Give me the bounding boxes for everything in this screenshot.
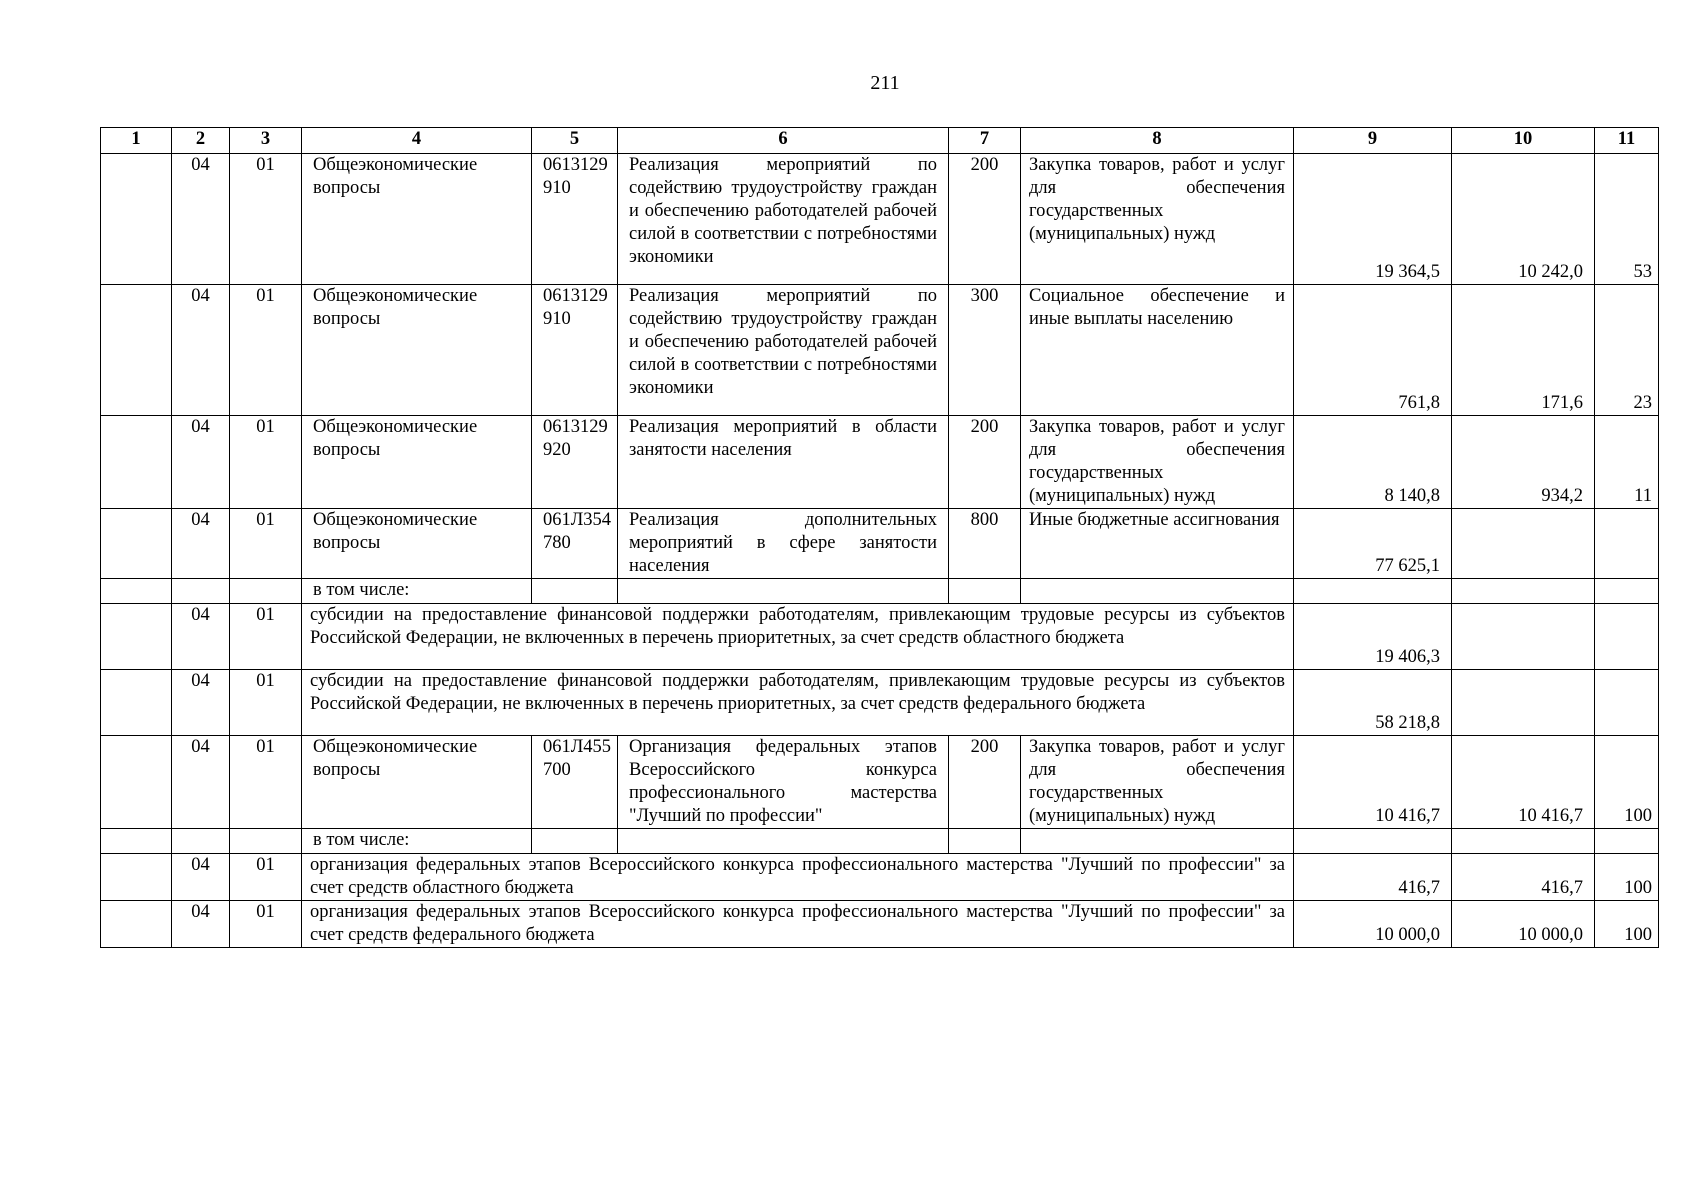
empty-cell bbox=[618, 829, 949, 854]
expense-type-cell: 200 bbox=[949, 154, 1021, 285]
header-cell: 9 bbox=[1294, 128, 1452, 154]
section-cell: 04 bbox=[172, 670, 230, 736]
description-cell: организация федеральных этапов Всероссийского конкурса профессионального мастерства "Лучший по профессии" за счет средств федерального бюджета bbox=[302, 901, 1294, 948]
expense-type-name-cell: Закупка товаров, работ и услуг для обеспечения государственных (муниципальных) нужд bbox=[1021, 736, 1294, 829]
expense-type-cell: 800 bbox=[949, 509, 1021, 579]
empty-cell bbox=[1452, 829, 1595, 854]
description-cell: организация федеральных этапов Всероссийского конкурса профессионального мастерства "Лучший по профессии" за счет средств областного бюджета bbox=[302, 854, 1294, 901]
target-article-cell: 0613129920 bbox=[532, 416, 618, 509]
header-cell: 5 bbox=[532, 128, 618, 154]
percent-cell: 100 bbox=[1595, 901, 1659, 948]
executed-cell: 10 000,0 bbox=[1452, 901, 1595, 948]
header-cell: 4 bbox=[302, 128, 532, 154]
empty-cell bbox=[1294, 829, 1452, 854]
col-1-cell bbox=[101, 854, 172, 901]
section-cell bbox=[172, 579, 230, 604]
section-cell: 04 bbox=[172, 416, 230, 509]
header-row bbox=[101, 128, 1659, 154]
percent-cell bbox=[1595, 604, 1659, 670]
subsection-cell: 01 bbox=[230, 416, 302, 509]
page-number: 211 bbox=[870, 72, 900, 94]
empty-cell bbox=[618, 579, 949, 604]
empty-cell bbox=[949, 579, 1021, 604]
section-cell: 04 bbox=[172, 901, 230, 948]
expense-type-cell: 200 bbox=[949, 416, 1021, 509]
empty-cell bbox=[1021, 579, 1294, 604]
expense-type-name-cell: Социальное обеспечение и иные выплаты населению bbox=[1021, 285, 1294, 416]
table-row bbox=[101, 854, 1659, 901]
label-cell: в том числе: bbox=[302, 579, 532, 604]
amount-cell: 77 625,1 bbox=[1294, 509, 1452, 579]
percent-cell: 100 bbox=[1595, 736, 1659, 829]
col-1-cell bbox=[101, 285, 172, 416]
section-name-cell: Общеэкономические вопросы bbox=[302, 416, 532, 509]
header-cell: 1 bbox=[101, 128, 172, 154]
target-article-cell: 061Л354780 bbox=[532, 509, 618, 579]
program-name-cell: Организация федеральных этапов Всероссийского конкурса профессионального мастерства "Лучший по профессии" bbox=[618, 736, 949, 829]
expense-type-name-cell: Иные бюджетные ассигнования bbox=[1021, 509, 1294, 579]
header-cell: 10 bbox=[1452, 128, 1595, 154]
header-cell: 2 bbox=[172, 128, 230, 154]
section-cell: 04 bbox=[172, 854, 230, 901]
program-name-cell: Реализация дополнительных мероприятий в сфере занятости населения bbox=[618, 509, 949, 579]
percent-cell: 23 bbox=[1595, 285, 1659, 416]
empty-cell bbox=[532, 829, 618, 854]
target-article-cell: 0613129910 bbox=[532, 285, 618, 416]
subsection-cell: 01 bbox=[230, 736, 302, 829]
section-name-cell: Общеэкономические вопросы bbox=[302, 154, 532, 285]
empty-cell bbox=[1595, 579, 1659, 604]
col-1-cell bbox=[101, 416, 172, 509]
section-cell: 04 bbox=[172, 604, 230, 670]
table-row bbox=[101, 154, 1659, 285]
executed-cell bbox=[1452, 670, 1595, 736]
percent-cell: 11 bbox=[1595, 416, 1659, 509]
col-1-cell bbox=[101, 509, 172, 579]
subsection-cell: 01 bbox=[230, 854, 302, 901]
program-name-cell: Реализация мероприятий по содействию трудоустройству граждан и обеспечению работодателей рабочей силой в соответствии с потребностями экономики bbox=[618, 154, 949, 285]
subheader-row bbox=[101, 829, 1659, 854]
target-article-cell: 061Л455700 bbox=[532, 736, 618, 829]
section-cell: 04 bbox=[172, 154, 230, 285]
section-name-cell: Общеэкономические вопросы bbox=[302, 509, 532, 579]
target-article-cell: 0613129910 bbox=[532, 154, 618, 285]
expense-type-cell: 300 bbox=[949, 285, 1021, 416]
subsection-cell: 01 bbox=[230, 901, 302, 948]
executed-cell: 416,7 bbox=[1452, 854, 1595, 901]
col-1-cell bbox=[101, 670, 172, 736]
table-row bbox=[101, 285, 1659, 416]
section-cell: 04 bbox=[172, 736, 230, 829]
percent-cell: 100 bbox=[1595, 854, 1659, 901]
empty-cell bbox=[1021, 829, 1294, 854]
amount-cell: 58 218,8 bbox=[1294, 670, 1452, 736]
empty-cell bbox=[1595, 829, 1659, 854]
header-cell: 8 bbox=[1021, 128, 1294, 154]
col-1-cell bbox=[101, 736, 172, 829]
col-1-cell bbox=[101, 154, 172, 285]
col-1-cell bbox=[101, 901, 172, 948]
subsection-cell: 01 bbox=[230, 285, 302, 416]
executed-cell bbox=[1452, 604, 1595, 670]
subsection-cell: 01 bbox=[230, 154, 302, 285]
empty-cell bbox=[1294, 579, 1452, 604]
amount-cell: 416,7 bbox=[1294, 854, 1452, 901]
amount-cell: 10 416,7 bbox=[1294, 736, 1452, 829]
amount-cell: 10 000,0 bbox=[1294, 901, 1452, 948]
amount-cell: 19 406,3 bbox=[1294, 604, 1452, 670]
description-cell: субсидии на предоставление финансовой поддержки работодателям, привлекающим трудовые ресурсы из субъектов Российской Федерации, не включенных в перечень приоритетных, за счет средств федерального бюджета bbox=[302, 670, 1294, 736]
executed-cell: 10 242,0 bbox=[1452, 154, 1595, 285]
table-row bbox=[101, 604, 1659, 670]
section-name-cell: Общеэкономические вопросы bbox=[302, 285, 532, 416]
empty-cell bbox=[1452, 579, 1595, 604]
section-cell: 04 bbox=[172, 285, 230, 416]
empty-cell bbox=[949, 829, 1021, 854]
table-row bbox=[101, 670, 1659, 736]
section-cell bbox=[172, 829, 230, 854]
label-cell: в том числе: bbox=[302, 829, 532, 854]
budget-table bbox=[100, 127, 1659, 948]
amount-cell: 8 140,8 bbox=[1294, 416, 1452, 509]
executed-cell: 934,2 bbox=[1452, 416, 1595, 509]
expense-type-name-cell: Закупка товаров, работ и услуг для обеспечения государственных (муниципальных) нужд bbox=[1021, 154, 1294, 285]
percent-cell: 53 bbox=[1595, 154, 1659, 285]
percent-cell bbox=[1595, 670, 1659, 736]
amount-cell: 19 364,5 bbox=[1294, 154, 1452, 285]
header-cell: 3 bbox=[230, 128, 302, 154]
header-cell: 11 bbox=[1595, 128, 1659, 154]
executed-cell bbox=[1452, 509, 1595, 579]
subsection-cell: 01 bbox=[230, 509, 302, 579]
executed-cell: 10 416,7 bbox=[1452, 736, 1595, 829]
table-row bbox=[101, 901, 1659, 948]
header-cell: 6 bbox=[618, 128, 949, 154]
subsection-cell bbox=[230, 829, 302, 854]
executed-cell: 171,6 bbox=[1452, 285, 1595, 416]
section-name-cell: Общеэкономические вопросы bbox=[302, 736, 532, 829]
percent-cell bbox=[1595, 509, 1659, 579]
subheader-row bbox=[101, 579, 1659, 604]
subsection-cell: 01 bbox=[230, 604, 302, 670]
col-1-cell bbox=[101, 579, 172, 604]
table-row bbox=[101, 509, 1659, 579]
description-cell: субсидии на предоставление финансовой поддержки работодателям, привлекающим трудовые ресурсы из субъектов Российской Федерации, не включенных в перечень приоритетных, за счет средств областного бюджета bbox=[302, 604, 1294, 670]
empty-cell bbox=[532, 579, 618, 604]
section-cell: 04 bbox=[172, 509, 230, 579]
table-row bbox=[101, 736, 1659, 829]
expense-type-name-cell: Закупка товаров, работ и услуг для обеспечения государственных (муниципальных) нужд bbox=[1021, 416, 1294, 509]
program-name-cell: Реализация мероприятий по содействию трудоустройству граждан и обеспечению работодателей рабочей силой в соответствии с потребностями экономики bbox=[618, 285, 949, 416]
subsection-cell: 01 bbox=[230, 670, 302, 736]
program-name-cell: Реализация мероприятий в области занятости населения bbox=[618, 416, 949, 509]
col-1-cell bbox=[101, 604, 172, 670]
subsection-cell bbox=[230, 579, 302, 604]
amount-cell: 761,8 bbox=[1294, 285, 1452, 416]
expense-type-cell: 200 bbox=[949, 736, 1021, 829]
col-1-cell bbox=[101, 829, 172, 854]
table-row bbox=[101, 416, 1659, 509]
header-cell: 7 bbox=[949, 128, 1021, 154]
